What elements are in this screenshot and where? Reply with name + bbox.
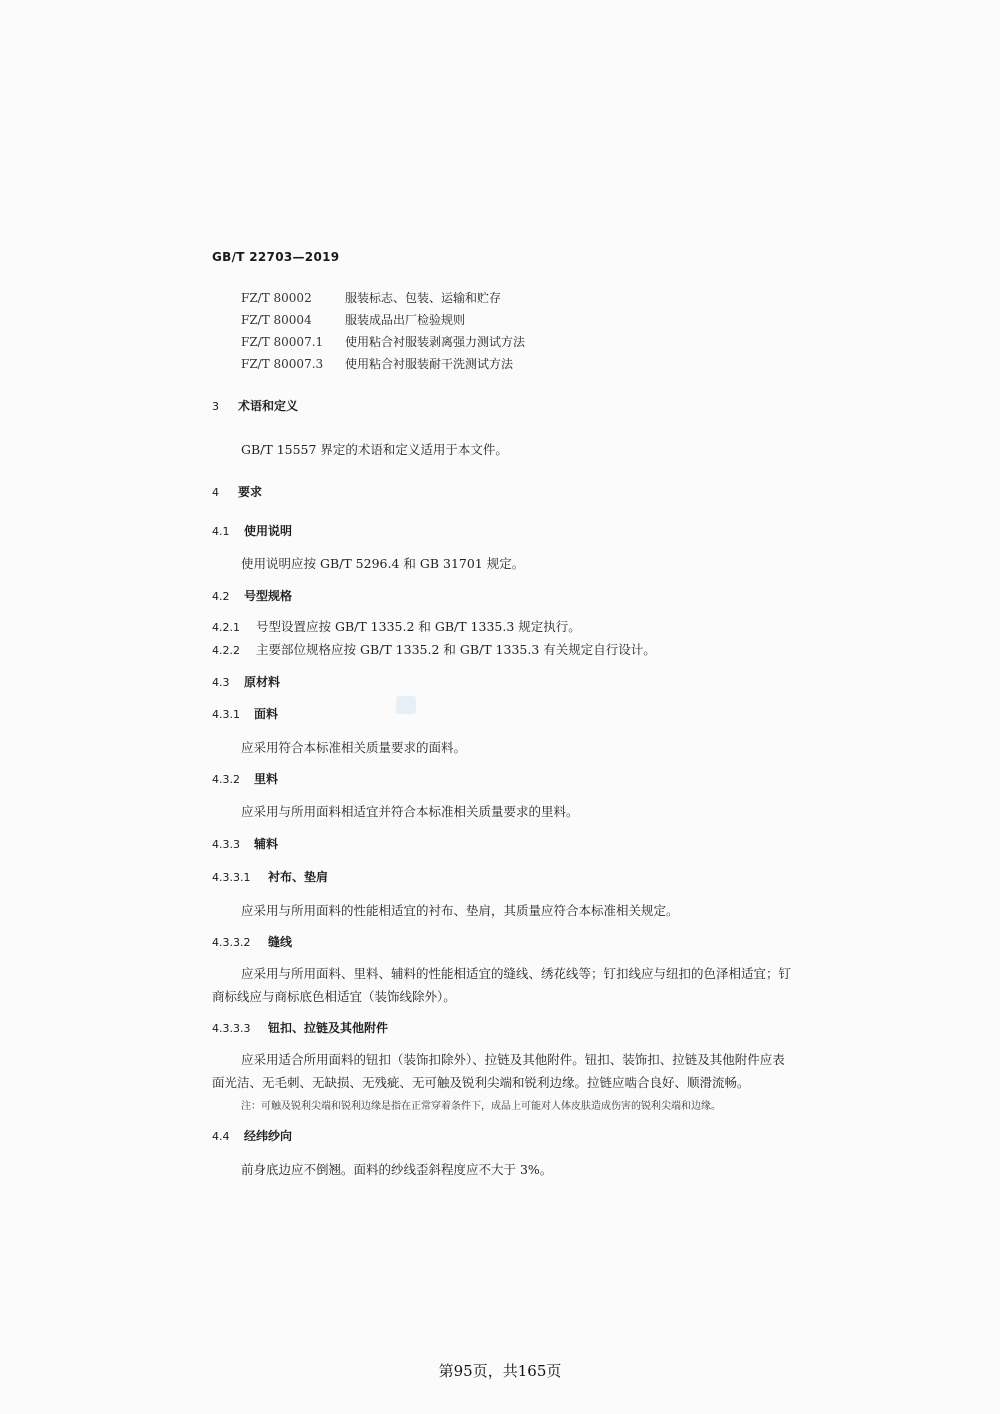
page-number-footer: 第95页，共165页 (438, 1362, 562, 1380)
section-4-heading (212, 483, 262, 500)
reference-title: 使用粘合衬服装耐干洗测试方法 (345, 357, 514, 371)
clause-text: 主要部位规格应按 GB/T 1335.2 和 GB/T 1335.3 有关规定自行设计。 (256, 642, 656, 657)
standard-id: GB/T 22703—2019 (212, 250, 340, 264)
reference-title: 使用粘合衬服装剥离强力测试方法 (345, 335, 526, 349)
section-title: 钮扣、拉链及其他附件 (268, 1021, 389, 1035)
section-4-1-body: 使用说明应按 GB/T 5296.4 和 GB 31701 规定。 (241, 556, 525, 571)
section-4-2-heading (212, 587, 292, 604)
section-4-3-1-heading (212, 705, 278, 722)
section-4-3-3-3-heading (212, 1019, 388, 1036)
section-4-3-3-heading (212, 835, 278, 852)
section-number: 4.3.3.3 (212, 1022, 251, 1035)
section-number: 4.3.3.1 (212, 871, 251, 884)
section-title: 面料 (254, 707, 279, 721)
section-4-3-3-1-body: 应采用与所用面料的性能相适宜的衬布、垫肩，其质量应符合本标准相关规定。 (241, 903, 679, 918)
reference-title: 服装标志、包装、运输和贮存 (345, 291, 502, 305)
section-title: 原材料 (244, 675, 281, 689)
section-title: 术语和定义 (238, 399, 299, 413)
section-number: 4.3.3.2 (212, 936, 251, 949)
section-4-3-3-3-body-line: 面光洁、无毛刺、无缺损、无残疵、无可触及锐利尖端和锐利边缘。拉链应啮合良好、顺滑流畅。 (212, 1075, 750, 1090)
section-title: 衬布、垫肩 (268, 870, 329, 884)
section-4-3-3-1-heading (212, 868, 328, 885)
reference-item (241, 287, 525, 309)
section-number: 4.1 (212, 525, 230, 538)
section-4-3-1-body: 应采用符合本标准相关质量要求的面料。 (241, 740, 467, 755)
section-number: 4.3.1 (212, 708, 240, 721)
section-title: 缝线 (268, 935, 293, 949)
section-3-heading (212, 397, 298, 414)
reference-item (241, 331, 525, 353)
section-4-3-3-3-note: 注：可触及锐利尖端和锐利边缘是指在正常穿着条件下，成品上可能对人体皮肤造成伤害的锐利尖端和边缘。 (241, 1101, 721, 1112)
section-4-4-body: 前身底边应不倒翘。面料的纱线歪斜程度应不大于 3%。 (241, 1162, 553, 1177)
section-number: 4.3.2 (212, 773, 240, 786)
section-4-3-heading (212, 673, 280, 690)
section-title: 要求 (238, 485, 263, 499)
section-number: 4.2 (212, 590, 230, 603)
section-title: 经纬纱向 (244, 1129, 293, 1143)
reference-code: FZ/T 80007.1 (241, 335, 324, 349)
section-title: 里料 (254, 772, 279, 786)
section-number: 4.4 (212, 1130, 230, 1143)
clause-text: 号型设置应按 GB/T 1335.2 和 GB/T 1335.3 规定执行。 (256, 619, 581, 634)
section-4-4-heading (212, 1127, 292, 1144)
section-4-1-heading (212, 522, 292, 539)
reference-title: 服装成品出厂检验规则 (345, 313, 466, 327)
section-4-3-2-body: 应采用与所用面料相适宜并符合本标准相关质量要求的里料。 (241, 804, 579, 819)
section-number: 4 (212, 486, 219, 499)
reference-list (241, 287, 525, 375)
section-4-3-2-heading (212, 770, 278, 787)
section-3-body: GB/T 15557 界定的术语和定义适用于本文件。 (241, 442, 508, 457)
section-number: 3 (212, 400, 219, 413)
scan-artifact (396, 696, 416, 714)
reference-code: FZ/T 80004 (241, 313, 312, 327)
section-number: 4.3.3 (212, 838, 240, 851)
section-title: 号型规格 (244, 589, 293, 603)
section-4-3-3-2-body-line: 商标线应与商标底色相适宜（装饰线除外）。 (212, 989, 456, 1004)
section-4-3-3-2-heading (212, 933, 292, 950)
section-4-3-3-2-body-line: 应采用与所用面料、里料、辅料的性能相适宜的缝线、绣花线等；钉扣线应与纽扣的色泽相适宜；钉 (241, 966, 792, 981)
clause-4-2-2 (212, 640, 656, 658)
clause-4-2-1 (212, 617, 581, 635)
reference-item (241, 309, 525, 331)
clause-number: 4.2.2 (212, 644, 240, 657)
reference-code: FZ/T 80007.3 (241, 357, 324, 371)
section-title: 辅料 (254, 837, 279, 851)
section-title: 使用说明 (244, 524, 293, 538)
reference-item (241, 353, 525, 375)
reference-code: FZ/T 80002 (241, 291, 312, 305)
section-4-3-3-3-body-line: 应采用适合所用面料的钮扣（装饰扣除外）、拉链及其他附件。钮扣、装饰扣、拉链及其他附件应表 (241, 1052, 785, 1067)
clause-number: 4.2.1 (212, 621, 240, 634)
section-number: 4.3 (212, 676, 230, 689)
